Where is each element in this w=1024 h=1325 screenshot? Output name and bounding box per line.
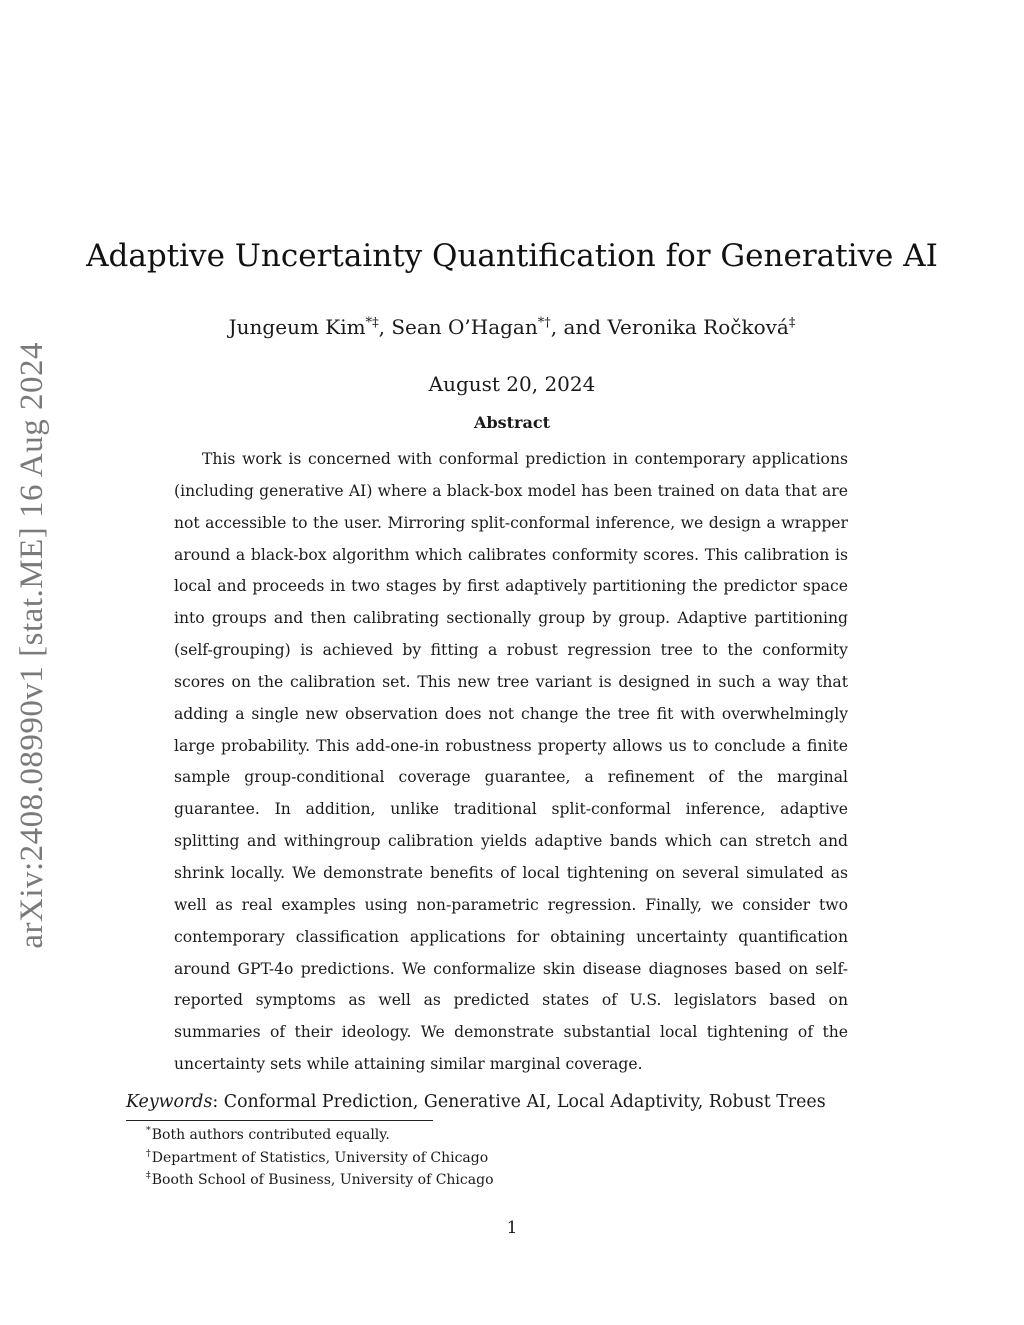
keywords-value: Conformal Prediction, Generative AI, Local Adaptivity, Robust Trees	[223, 1092, 826, 1112]
keywords-label: Keywords	[126, 1092, 213, 1112]
footnote-mark: *	[146, 1125, 151, 1137]
arxiv-identifier-stamp: arXiv:2408.08990v1 [stat.ME] 16 Aug 2024	[14, 342, 50, 949]
author-name: Sean O’Hagan	[391, 315, 538, 339]
paper-title: Adaptive Uncertainty Quantification for Generative AI	[86, 238, 938, 274]
keywords-separator: :	[212, 1092, 224, 1112]
author-affiliation-marks: *‡	[365, 315, 379, 331]
footnote-text: Booth School of Business, University of Chicago	[151, 1172, 494, 1188]
publication-date: August 20, 2024	[428, 372, 596, 396]
footnote-divider	[126, 1120, 433, 1121]
footnote-text: Both authors contributed equally.	[151, 1127, 390, 1143]
author-affiliation-marks: *†	[537, 315, 551, 331]
footnote	[146, 1169, 746, 1192]
footnotes	[146, 1124, 746, 1192]
footnote-mark: ‡	[146, 1170, 151, 1182]
author-affiliation-marks: ‡	[788, 315, 796, 331]
footnote	[146, 1147, 746, 1170]
author-name: Jungeum Kim	[228, 315, 366, 339]
author-separator: ,	[378, 315, 392, 339]
author-name: Veronika Ročková	[607, 315, 789, 339]
abstract-text: This work is concerned with conformal prediction in contemporary applications (including generative AI) where a black-box model has been trained on data that are not accessible to the user. Mirroring split-conformal inference, we design a wrapper around a black-box algorithm which calibrates conformity scores. This calibration is local and proceeds in two stages by first adaptively partitioning the predictor space into groups and then calibrating sectionally group by group. Adaptive partitioning (self-grouping) is achieved by fitting a robust regression tree to the conformity scores on the calibration set. This new tree variant is designed in such a way that adding a single new observation does not change the tree fit with overwhelmingly large probability. This add-one-in robustness property allows us to conclude a finite sample group-conditional coverage guarantee, a refinement of the marginal guarantee. In addition, unlike traditional split-conformal inference, adaptive splitting and withingroup calibration yields adaptive bands which can stretch and shrink locally. We demonstrate benefits of local tightening on several simulated as well as real examples using non-parametric regression. Finally, we consider two contemporary classification applications for obtaining uncertainty quantification around GPT-4o predictions. We conformalize skin disease diagnoses based on self-reported symptoms as well as predicted states of U.S. legislators based on summaries of their ideology. We demonstrate substantial local tightening of the uncertainty sets while attaining similar marginal coverage.	[174, 450, 848, 1074]
footnote	[146, 1124, 746, 1147]
author-list	[0, 315, 1024, 339]
keywords-line	[126, 1092, 886, 1112]
abstract-heading: Abstract	[474, 413, 550, 432]
author-separator: , and	[550, 315, 608, 339]
footnote-text: Department of Statistics, University of Chicago	[151, 1149, 489, 1166]
page-number: 1	[506, 1218, 518, 1238]
footnote-mark: †	[146, 1147, 151, 1159]
